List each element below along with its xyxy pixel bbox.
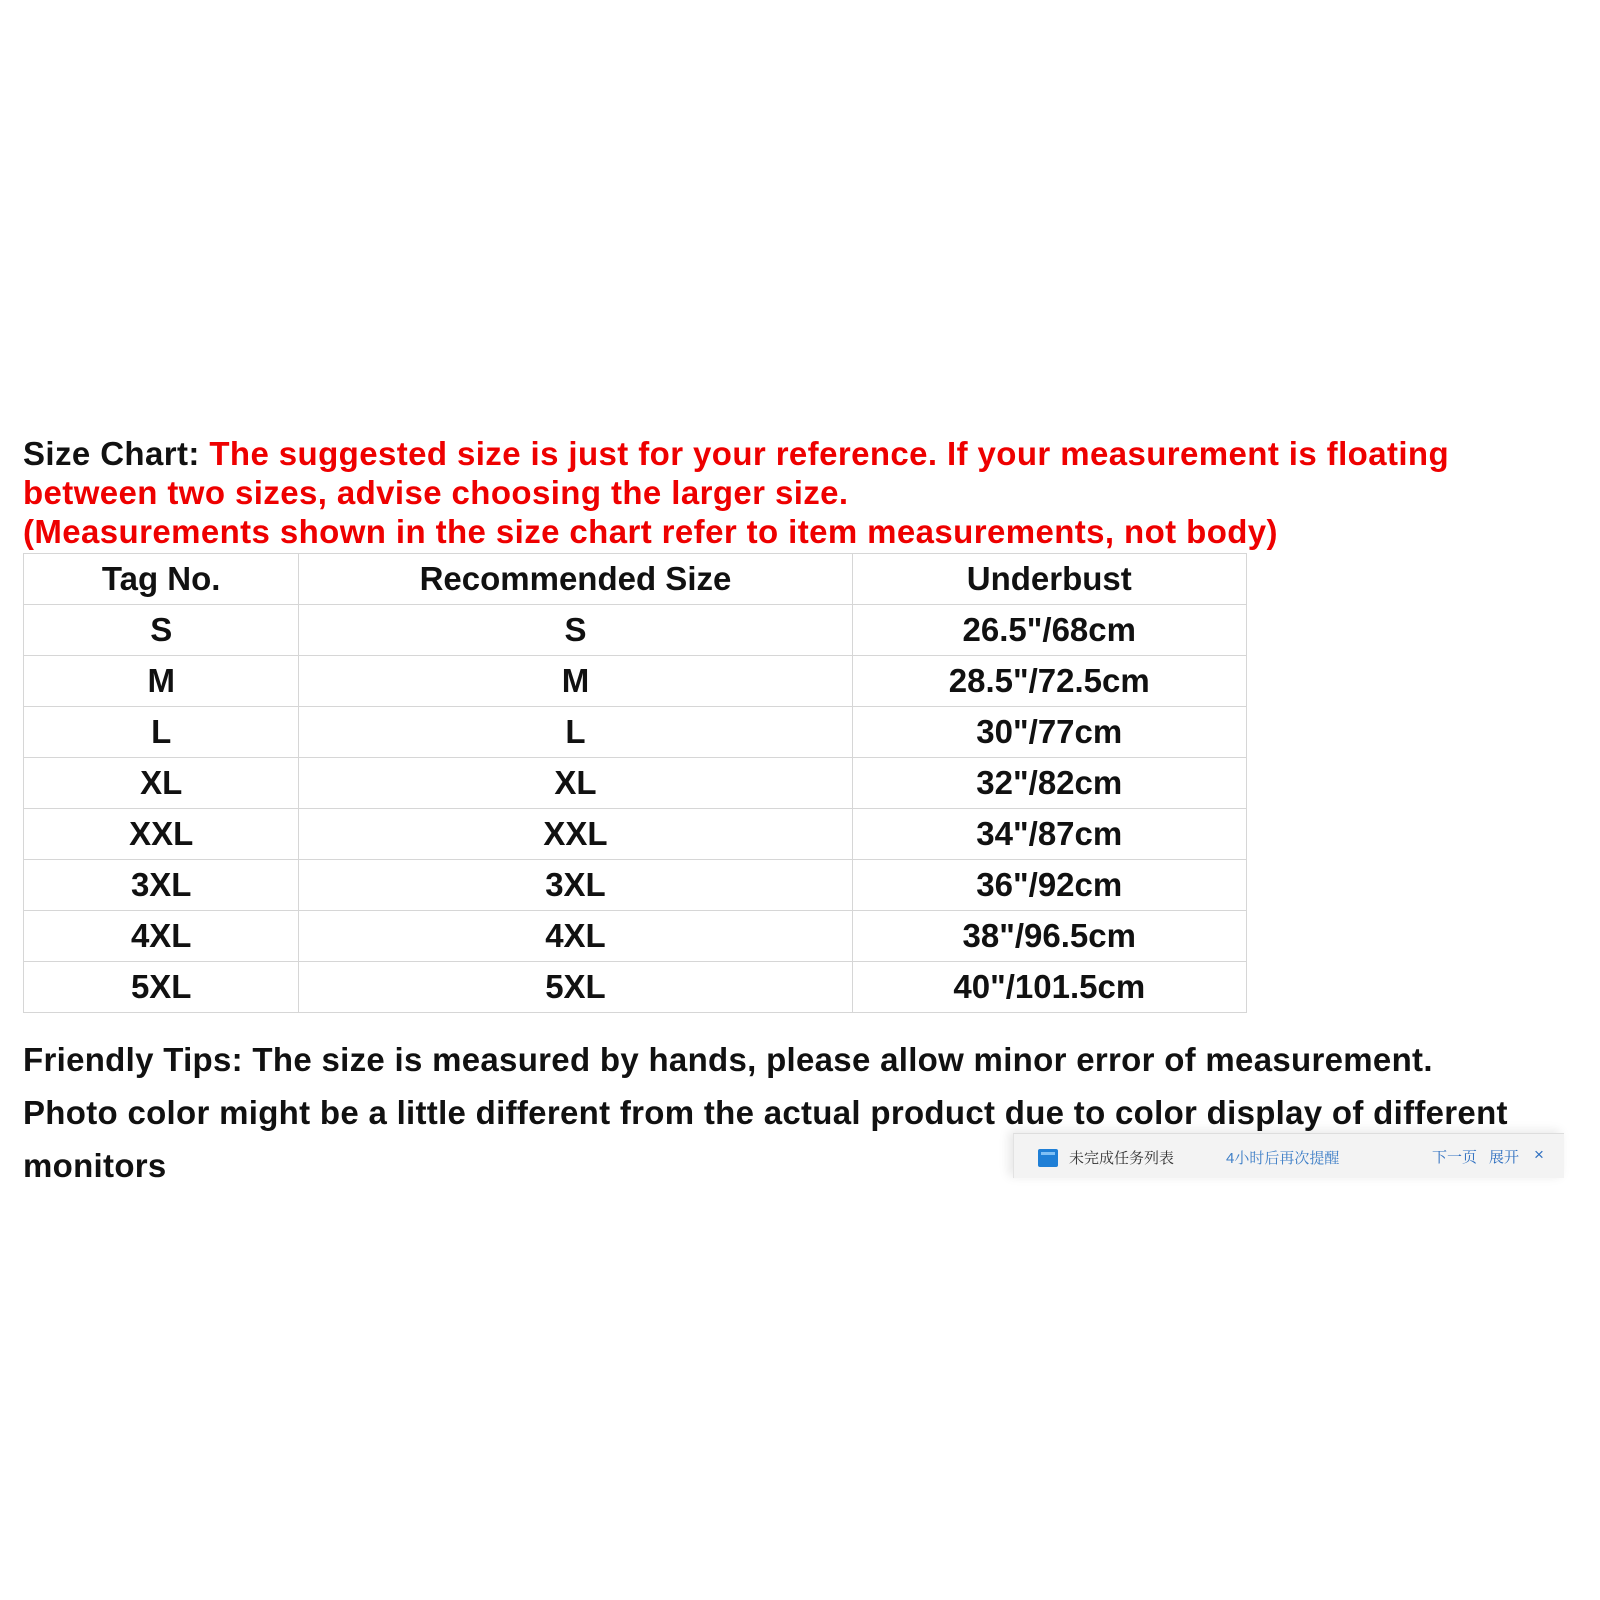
size-chart-intro [23,434,1583,551]
table-row [24,962,1247,1013]
underbust-cell: 36"/92cm [852,860,1246,911]
underbust-cell: 26.5"/68cm [852,605,1246,656]
size-table [23,553,1247,1013]
recommended-size-cell: 3XL [299,860,852,911]
tag-no-cell: XXL [24,809,299,860]
next-page-link[interactable]: 下一页 [1432,1149,1478,1166]
underbust-cell: 30"/77cm [852,707,1246,758]
underbust-cell: 40"/101.5cm [852,962,1246,1013]
tag-no-cell: 4XL [24,911,299,962]
table-row [24,707,1247,758]
tag-no-cell: 3XL [24,860,299,911]
size-chart-label: Size Chart: [23,435,210,472]
tag-no-cell: M [24,656,299,707]
recommended-size-cell: 4XL [299,911,852,962]
table-row [24,605,1247,656]
underbust-cell: 28.5"/72.5cm [852,656,1246,707]
underbust-cell: 34"/87cm [852,809,1246,860]
close-icon[interactable]: × [1534,1145,1544,1164]
recommended-size-cell: M [299,656,852,707]
reminder-title[interactable]: 未完成任务列表 [1069,1150,1175,1167]
tag-no-cell: 5XL [24,962,299,1013]
tag-no-cell: XL [24,758,299,809]
task-list-icon [1038,1149,1058,1167]
size-advice-notice: The suggested size is just for your reference. If your measurement is floating between two sizes, advise choosing the larger size. [23,435,1450,511]
table-row [24,758,1247,809]
table-row [24,911,1247,962]
table-row [24,860,1247,911]
expand-link[interactable]: 展开 [1489,1149,1520,1166]
table-row [24,656,1247,707]
tag-no-cell: S [24,605,299,656]
recommended-size-cell: S [299,605,852,656]
tips-line-color: Photo color might be a little different from the actual product due to color display of different monitors [23,1094,1508,1184]
header-recommended-size: Recommended Size [299,554,852,605]
header-tag-no: Tag No. [24,554,299,605]
header-underbust: Underbust [852,554,1246,605]
task-reminder-bar[interactable] [1013,1133,1564,1178]
underbust-cell: 38"/96.5cm [852,911,1246,962]
tips-line-measurement: Friendly Tips: The size is measured by hands, please allow minor error of measurement. [23,1041,1433,1078]
recommended-size-cell: 5XL [299,962,852,1013]
table-row [24,809,1247,860]
tag-no-cell: L [24,707,299,758]
recommended-size-cell: XXL [299,809,852,860]
measurement-note: (Measurements shown in the size chart refer to item measurements, not body) [23,513,1278,550]
recommended-size-cell: XL [299,758,852,809]
remind-later-link[interactable]: 4小时后再次提醒 [1226,1150,1340,1167]
table-header-row [24,554,1247,605]
underbust-cell: 32"/82cm [852,758,1246,809]
recommended-size-cell: L [299,707,852,758]
